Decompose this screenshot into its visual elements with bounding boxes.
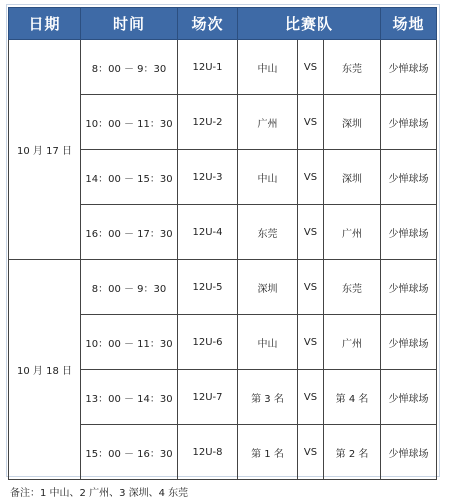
team-b-cell: 深圳 <box>324 95 381 150</box>
team-a-cell: 第 3 名 <box>238 370 298 425</box>
team-b-cell: 东莞 <box>324 260 381 315</box>
venue-cell: 少惮球场 <box>381 40 437 95</box>
time-cell: 15：00 － 16：30 <box>81 425 178 480</box>
table-row <box>9 40 437 95</box>
date-cell: 10 月 18 日 <box>9 260 81 480</box>
team-b-cell: 广州 <box>324 205 381 260</box>
team-a-cell: 东莞 <box>238 205 298 260</box>
match-cell: 12U-3 <box>178 150 238 205</box>
vs-cell: VS <box>298 425 324 480</box>
venue-cell: 少惮球场 <box>381 150 437 205</box>
header-date: 日期 <box>9 8 81 40</box>
team-b-cell: 广州 <box>324 315 381 370</box>
team-a-cell: 中山 <box>238 150 298 205</box>
match-cell: 12U-6 <box>178 315 238 370</box>
header-row <box>9 8 437 40</box>
team-b-cell: 东莞 <box>324 40 381 95</box>
venue-cell: 少惮球场 <box>381 260 437 315</box>
match-cell: 12U-5 <box>178 260 238 315</box>
header-match: 场次 <box>178 8 238 40</box>
vs-cell: VS <box>298 205 324 260</box>
team-a-cell: 第 1 名 <box>238 425 298 480</box>
table-row <box>9 260 437 315</box>
time-cell: 8：00 － 9：30 <box>81 40 178 95</box>
venue-cell: 少惮球场 <box>381 205 437 260</box>
date-cell: 10 月 17 日 <box>9 40 81 260</box>
team-b-cell: 第 4 名 <box>324 370 381 425</box>
time-cell: 10：00 － 11：30 <box>81 95 178 150</box>
venue-cell: 少惮球场 <box>381 370 437 425</box>
time-cell: 10：00 － 11：30 <box>81 315 178 370</box>
vs-cell: VS <box>298 95 324 150</box>
footnote: 备注：1 中山、2 广州、3 深圳、4 东莞 <box>10 488 189 499</box>
time-cell: 16：00 － 17：30 <box>81 205 178 260</box>
team-b-cell: 第 2 名 <box>324 425 381 480</box>
vs-cell: VS <box>298 315 324 370</box>
time-cell: 14：00 － 15：30 <box>81 150 178 205</box>
vs-cell: VS <box>298 370 324 425</box>
team-a-cell: 广州 <box>238 95 298 150</box>
team-a-cell: 中山 <box>238 40 298 95</box>
header-venue: 场地 <box>381 8 437 40</box>
team-a-cell: 中山 <box>238 315 298 370</box>
vs-cell: VS <box>298 260 324 315</box>
time-cell: 13：00 － 14：30 <box>81 370 178 425</box>
venue-cell: 少惮球场 <box>381 95 437 150</box>
header-teams: 比赛队 <box>238 8 381 40</box>
match-cell: 12U-1 <box>178 40 238 95</box>
vs-cell: VS <box>298 40 324 95</box>
match-cell: 12U-7 <box>178 370 238 425</box>
time-cell: 8：00 － 9：30 <box>81 260 178 315</box>
match-cell: 12U-2 <box>178 95 238 150</box>
team-a-cell: 深圳 <box>238 260 298 315</box>
venue-cell: 少惮球场 <box>381 425 437 480</box>
schedule-table <box>8 7 437 480</box>
header-time: 时间 <box>81 8 178 40</box>
match-cell: 12U-4 <box>178 205 238 260</box>
vs-cell: VS <box>298 150 324 205</box>
match-cell: 12U-8 <box>178 425 238 480</box>
team-b-cell: 深圳 <box>324 150 381 205</box>
venue-cell: 少惮球场 <box>381 315 437 370</box>
